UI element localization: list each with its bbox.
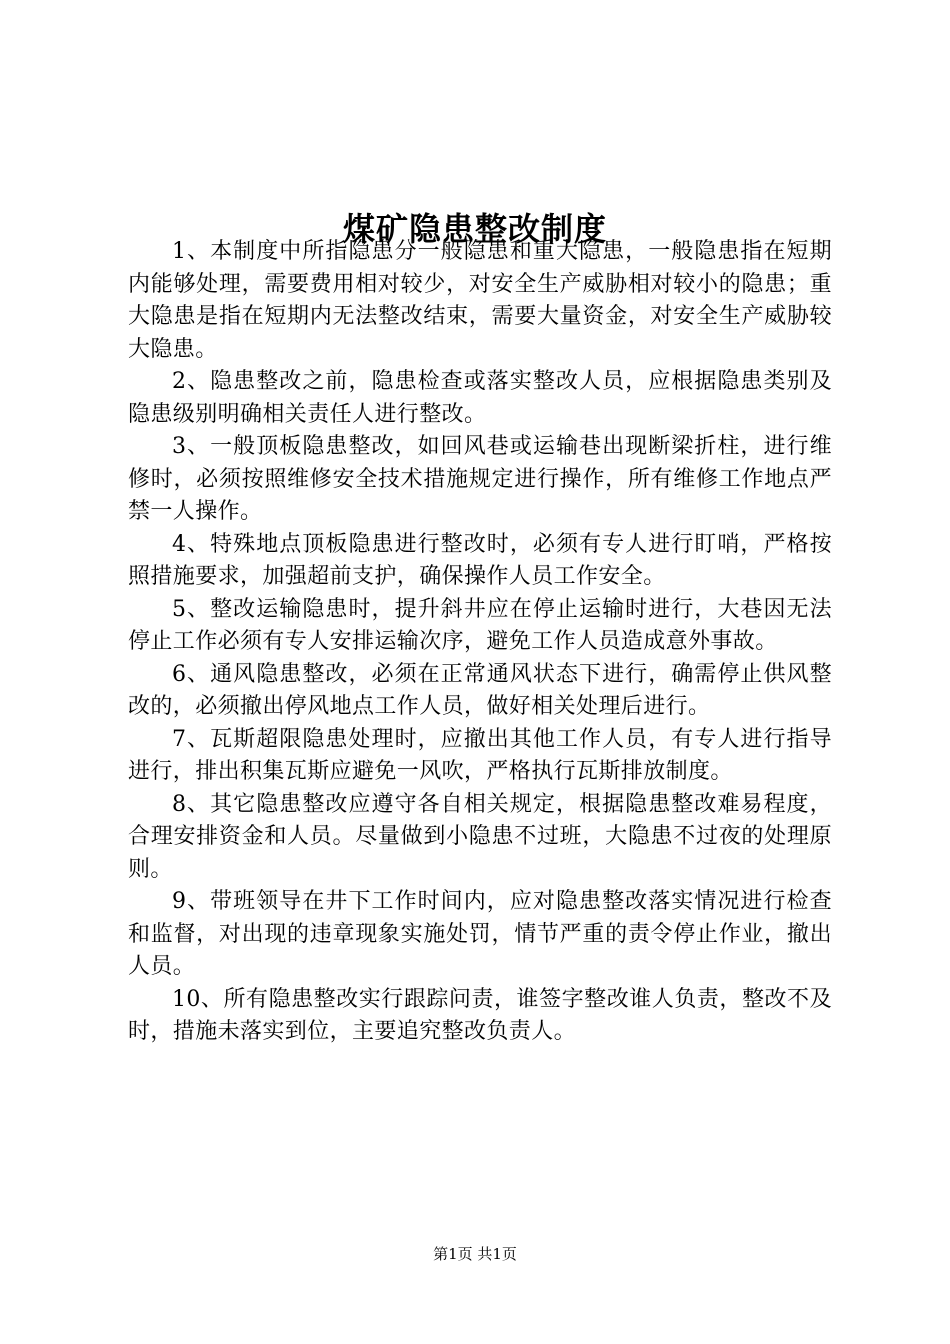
paragraph-10: 10、所有隐患整改实行跟踪问责，谁签字整改谁人负责，整改不及时，措施未落实到位，主要追究整改负责人。: [128, 986, 832, 1044]
document-body: [128, 236, 832, 1049]
paragraph-2: 2、隐患整改之前，隐患检查或落实整改人员，应根据隐患类别及隐患级别明确相关责任人进行整改。: [128, 369, 832, 427]
page-footer: 第1页 共1页: [433, 1245, 517, 1263]
paragraph-7: 7、瓦斯超限隐患处理时，应撤出其他工作人员，有专人进行指导进行，排出积集瓦斯应避免一风吹，严格执行瓦斯排放制度。: [128, 726, 832, 784]
page-title: 煤矿隐患整改制度: [342, 210, 607, 249]
paragraph-8: 8、其它隐患整改应遵守各自相关规定，根据隐患整改难易程度，合理安排资金和人员。尽量做到小隐患不过班，大隐患不过夜的处理原则。: [128, 791, 832, 882]
paragraph-1: 1、本制度中所指隐患分一般隐患和重大隐患，一般隐患指在短期内能够处理，需要费用相对较少，对安全生产威胁相对较小的隐患；重大隐患是指在短期内无法整改结束，需要大量资金，对安全生产威胁较大隐患。: [128, 239, 832, 362]
paragraph-3: 3、一般顶板隐患整改，如回风巷或运输巷出现断梁折柱，进行维修时，必须按照维修安全技术措施规定进行操作，所有维修工作地点严禁一人操作。: [128, 434, 832, 524]
paragraph-9: 9、带班领导在井下工作时间内，应对隐患整改落实情况进行检查和监督，对出现的违章现象实施处罚，情节严重的责令停止作业，撤出人员。: [128, 889, 832, 979]
paragraph-4: 4、特殊地点顶板隐患进行整改时，必须有专人进行盯哨，严格按照措施要求，加强超前支护，确保操作人员工作安全。: [128, 531, 832, 589]
paragraph-5: 5、整改运输隐患时，提升斜井应在停止运输时进行，大巷因无法停止工作必须有专人安排运输次序，避免工作人员造成意外事故。: [128, 596, 832, 654]
paragraph-6: 6、通风隐患整改，必须在正常通风状态下进行，确需停止供风整改的，必须撤出停风地点工作人员，做好相关处理后进行。: [128, 661, 832, 719]
